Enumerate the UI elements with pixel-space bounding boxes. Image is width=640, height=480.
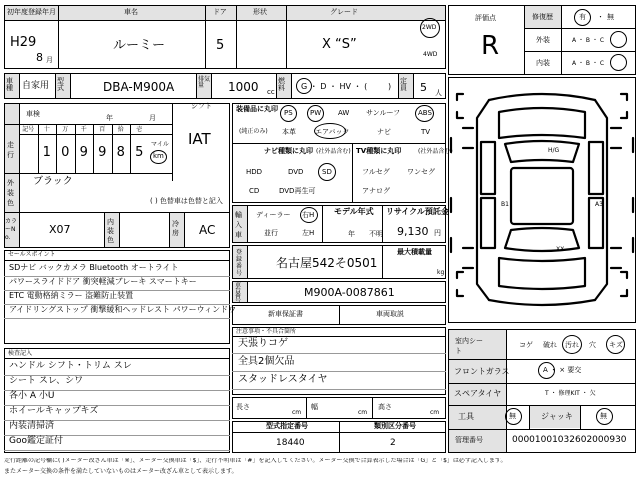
month-unit: 月	[46, 56, 53, 64]
colorno-label: カラーNo.	[5, 218, 18, 241]
rating-value: R	[481, 31, 500, 61]
width-label: 幅	[311, 403, 318, 411]
model-year-value: 年 不明	[348, 230, 383, 238]
length-cm: cm	[292, 409, 302, 416]
mileage-digit: 8	[116, 145, 125, 160]
equip-ps: PS	[284, 109, 293, 117]
defect-rule	[232, 371, 446, 372]
inspection-note-line: ハンドル シフト・トリム スレ	[9, 361, 132, 371]
import-parallel: 並行	[264, 229, 278, 237]
inspection-label: 車検	[26, 110, 40, 118]
mileage-digit-label: 百	[99, 126, 106, 133]
exterior-c-circle	[610, 31, 627, 48]
registration-label: 登録番号	[236, 249, 243, 277]
rating-label: 評価点	[475, 14, 496, 22]
inspection-note-rule	[4, 450, 230, 451]
equipment-sub: (純正のみ)	[239, 128, 268, 135]
sales-point-rule	[4, 318, 230, 319]
tv-analog: アナログ	[362, 187, 390, 195]
mileage-digit-label: 記号	[22, 126, 35, 133]
vehicle-manual: 車両取説	[376, 310, 404, 318]
registration-value: 名古屋542そ0501	[276, 256, 378, 270]
dims-block	[232, 397, 446, 419]
jack-value: 無	[600, 412, 607, 420]
drive-4wd: 4WD	[423, 51, 438, 58]
chassis-value: M900A-0087861	[304, 286, 395, 299]
sheet-kizu: キズ	[609, 341, 623, 349]
use-value: 自家用	[22, 81, 50, 91]
sales-points-title: セールスポイント	[8, 251, 56, 258]
ac-label: 冷房	[172, 220, 179, 237]
color-note: ( ) 色替車は色替と記入	[150, 197, 223, 205]
grade-label: グレード	[330, 8, 358, 16]
sales-point-line: ETC 電動格納ミラー 盗難防止装置	[9, 291, 134, 300]
footer-line2: またメーター交換の条件を満たしていないものはメーター改ざん車として表示します。	[4, 468, 238, 475]
sales-point-line: パワースライドドア 衝突軽減ブレーキ スマートキー	[9, 277, 197, 286]
tools-label: 工具	[458, 412, 474, 421]
interior-color-label: 内装色	[107, 218, 114, 244]
repair-yes: 有	[579, 13, 586, 21]
sales-point-line: SDナビ バックカメラ Bluetooth オートライト	[9, 263, 179, 272]
displacement-value: 1000	[228, 80, 259, 94]
jack-label: ジャッキ	[541, 412, 573, 421]
equipment-title: 装備品に丸印	[236, 105, 278, 113]
recycle-label: リサイクル預託金	[386, 207, 449, 216]
exterior-abc: A ・ B ・ C	[572, 37, 605, 44]
capacity-unit: 人	[435, 89, 442, 97]
exterior-label: 外装	[536, 36, 550, 44]
cc-unit: cc	[267, 88, 275, 96]
kg-unit: kg	[437, 269, 445, 276]
defect-rule	[232, 353, 446, 354]
import-label: 輸入車	[235, 211, 242, 239]
equip-airbag: エアバック	[315, 128, 350, 136]
interior-label: 内装	[536, 59, 550, 67]
inspection-note-line: 内装清掃済	[9, 421, 55, 431]
new-car-guarantee: 新車保証書	[268, 310, 303, 318]
navi-sd: SD	[322, 168, 332, 176]
recycle-value: 9,130	[397, 225, 429, 238]
inspection-note-line: 各小 A 小U	[9, 391, 55, 401]
shift-label: シフト	[191, 102, 212, 110]
sheet-yabure: 破れ	[543, 341, 557, 349]
tv-fullseg: フルセグ	[362, 168, 390, 176]
front-glass-value: A ・ × 要交	[543, 366, 582, 374]
first-reg-year: H29	[10, 35, 37, 50]
repair-label: 修復歴	[532, 13, 553, 21]
use-label: 車種	[6, 77, 13, 92]
car-diagram	[449, 78, 635, 322]
control-label: 管理番号	[455, 436, 483, 444]
diagram-label-b1: B1	[501, 201, 509, 208]
mileage-digit-label: 千	[80, 126, 87, 133]
recycle-unit: 円	[434, 229, 441, 237]
defect-line: スタッドレスタイヤ	[238, 374, 328, 385]
equip-leather: 本革	[282, 128, 296, 136]
defect-line: 天張りコゲ	[238, 338, 288, 349]
width-cm: cm	[358, 409, 368, 416]
capacity-value: 5	[420, 81, 427, 94]
sheet-yogore: 汚れ	[565, 341, 579, 349]
navi-hdd: HDD	[246, 168, 263, 176]
navi-sub: (社外品含む)	[316, 148, 351, 155]
import-right: 右H	[302, 211, 315, 219]
color-value: ブラック	[33, 176, 73, 187]
navi-dvd: DVD	[288, 168, 304, 176]
mileage-digit: 1	[42, 145, 51, 160]
car-name-label: 車名	[124, 8, 138, 16]
defect-line: 全具2個欠品	[238, 356, 295, 367]
diagram-label-a3: A3	[595, 201, 603, 208]
equip-tv: TV	[421, 128, 431, 136]
import-left: 左H	[302, 229, 315, 237]
height-cm: cm	[430, 409, 440, 416]
doors-label: ドア	[213, 8, 227, 16]
mile-label: マイル	[151, 141, 169, 148]
mileage-digit-label: 壱	[136, 126, 143, 133]
front-glass-label: フロントガラス	[454, 367, 510, 376]
capacity-label: 定員	[400, 77, 407, 92]
tv-title: TV種類に丸印	[356, 147, 402, 155]
drive-2wd: 2WD	[422, 24, 437, 31]
inspection-year: 年	[106, 114, 113, 122]
sales-point-line: アイドリングストップ 衝撃緩和ヘッドレスト パワーウィンドウ	[9, 305, 237, 314]
equip-abs: ABS	[418, 109, 432, 117]
equip-pw: PW	[310, 109, 322, 117]
car-name: ルーミー	[113, 38, 166, 53]
mileage-label: 走行	[7, 141, 14, 159]
colorno-value: X07	[49, 223, 71, 236]
shape-label: 形状	[253, 8, 267, 16]
type-value: 18440	[276, 438, 305, 448]
mileage-digit-label: 拾	[117, 126, 124, 133]
control-value: 00001001032602000930	[512, 435, 627, 445]
displacement-label: 排気量	[198, 76, 211, 89]
mileage-digit: 5	[135, 145, 144, 160]
chassis-label: 車台番号	[235, 282, 242, 304]
length-label: 長さ	[236, 403, 250, 411]
fuel-label: 燃料	[278, 77, 285, 92]
fuel-options: G ・ D ・ HV ・ (	[301, 82, 368, 91]
defects-label: 注意事項・不具合箇所	[236, 328, 297, 335]
ac-value: AC	[199, 223, 216, 237]
interior-sheet-label: 室内シート	[455, 337, 483, 355]
equip-aw: AW	[338, 109, 350, 117]
inspection-note-line: シート スレ、シワ	[9, 376, 84, 386]
import-dealer: ディーラー	[256, 211, 291, 219]
doors-value: 5	[216, 38, 225, 53]
max-load-label: 最大積載量	[397, 248, 432, 256]
height-label: 高さ	[378, 403, 392, 411]
tools-value: 無	[509, 412, 516, 420]
inspection-notes-title: 検査記入	[8, 350, 33, 357]
first-reg-label: 初年度登録年月	[7, 8, 56, 16]
equip-navi: ナビ	[377, 128, 391, 136]
navi-title: ナビ種類に丸印	[264, 147, 313, 155]
spare-label: スペアタイヤ	[454, 389, 502, 398]
car-outline	[451, 94, 633, 305]
interior-c-circle	[610, 54, 627, 71]
repair-no: 無	[607, 13, 614, 21]
inspection-note-line: ホイールキャップキズ	[9, 406, 99, 416]
mileage-digit-label: 万	[62, 126, 69, 133]
navi-cd: CD	[249, 187, 260, 195]
model-value: DBA-M900A	[103, 80, 175, 94]
equip-sunroof: サンルーフ	[366, 109, 401, 117]
interior-abc: A ・ B ・ C	[572, 60, 605, 67]
type-label: 型式指定番号	[266, 422, 308, 430]
grade-value: X “S”	[322, 37, 357, 52]
navi-dvdplay: DVD再生可	[279, 187, 316, 195]
mileage-digit-label: 十	[43, 126, 50, 133]
sheet-koge: コゲ	[519, 341, 533, 349]
inspection-note-line: Goo鑑定証付	[9, 436, 63, 446]
mileage-digit: 9	[98, 145, 107, 160]
spare-value: T ・ 修理KIT ・ 欠	[545, 390, 596, 397]
color-label: 外装色	[7, 179, 14, 207]
footer-line1: 走行距離の記号欄に( )メーター改ざん車は「※」、メーター交換車は「$」、走行不明車は「#」を記入してください。メーター交換で合算表示した場合は「G」と「$」は必ず記入します。	[4, 458, 507, 464]
inspection-label-cell	[5, 104, 19, 124]
class-value: 2	[390, 438, 396, 448]
tv-sub: (社外品含む)	[418, 148, 453, 155]
class-label: 類別区分番号	[374, 422, 416, 430]
fuel-close: )	[388, 82, 392, 91]
shift-value: IAT	[188, 130, 211, 148]
mileage-digit: 9	[79, 145, 88, 160]
inspection-month: 月	[149, 114, 156, 122]
diagram-label-hg: H/G	[548, 147, 560, 154]
repair-separator: ・	[597, 13, 604, 21]
km-unit: km	[153, 152, 164, 160]
model-label: 型式	[57, 77, 64, 92]
defect-rule	[232, 389, 446, 390]
mileage-digit: 0	[61, 145, 70, 160]
diagram-label-xx: XX	[556, 246, 565, 253]
sheet-ana: 穴	[589, 341, 596, 349]
first-reg-month: 8	[36, 51, 43, 64]
tv-oneseg: ワンセグ	[407, 168, 435, 176]
model-year-label: モデル年式	[334, 207, 374, 216]
